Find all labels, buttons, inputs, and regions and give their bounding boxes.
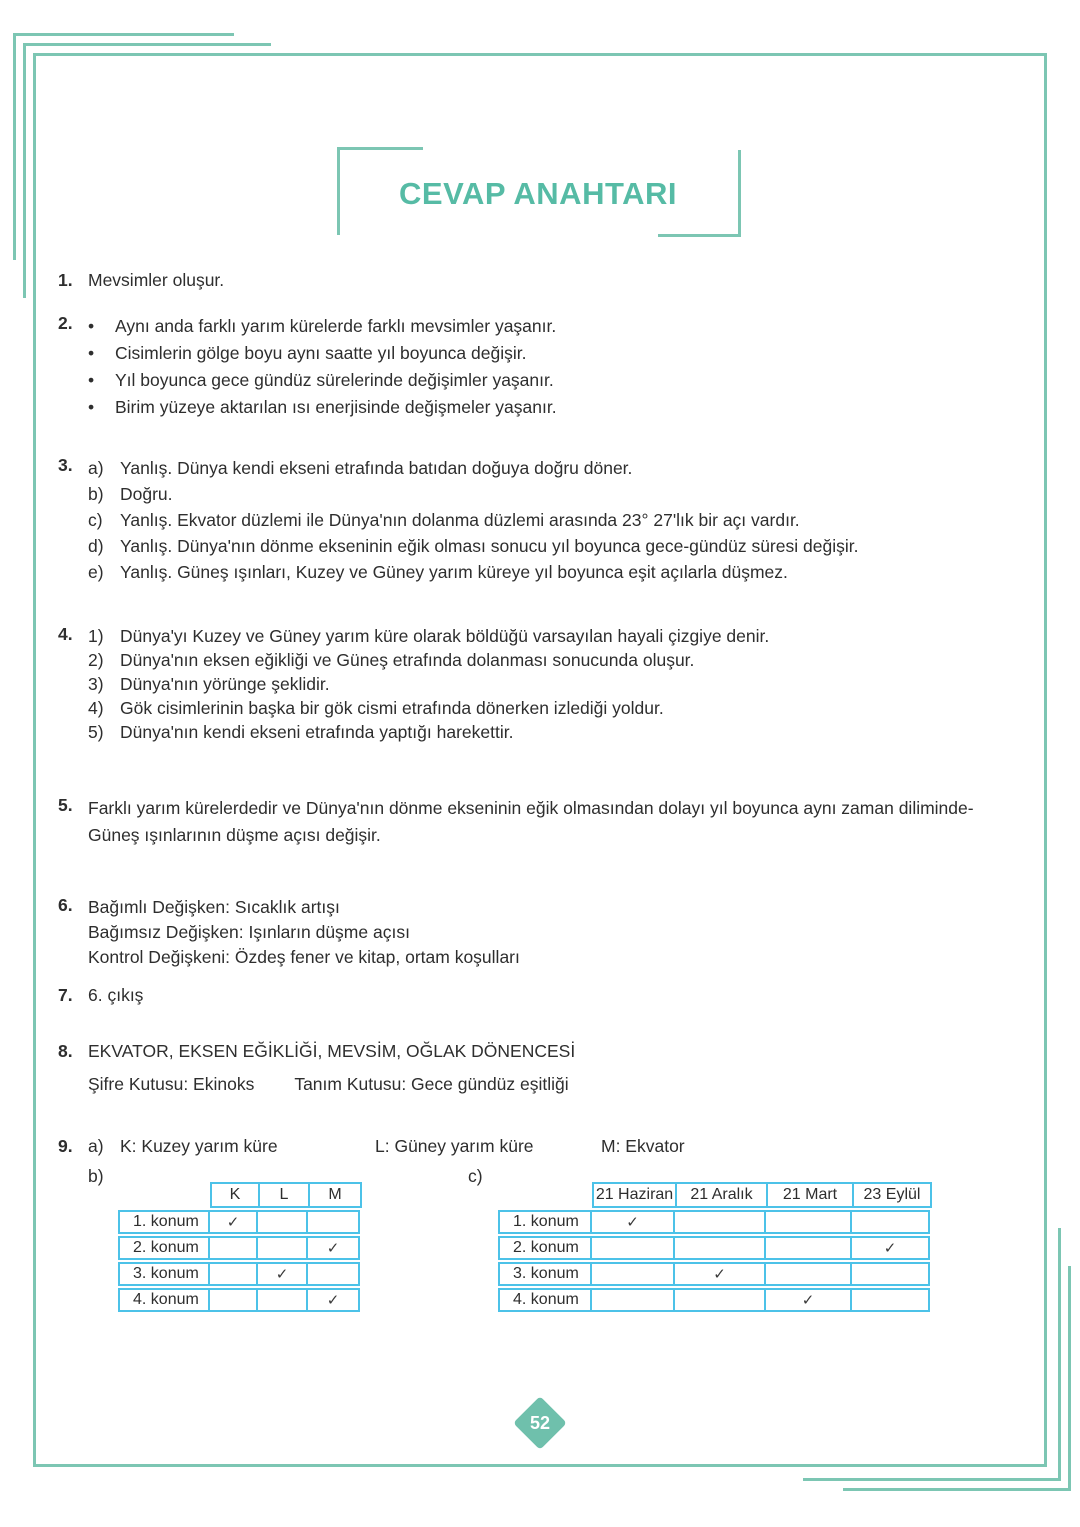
- check-cell: [208, 1236, 258, 1260]
- table-header-row: [118, 1182, 362, 1208]
- table-row: [498, 1236, 932, 1260]
- bullet-text: Cisimlerin gölge boyu aynı saatte yıl boyunca değişir.: [115, 343, 527, 363]
- answer-number: 1.: [58, 270, 73, 290]
- letter-label: e): [88, 562, 104, 582]
- check-cell: [764, 1262, 852, 1286]
- check-cell: [256, 1288, 308, 1312]
- row-label: 1. konum: [498, 1210, 592, 1234]
- answer-item-1: [58, 270, 224, 291]
- letter-text: Yanlış. Dünya kendi ekseni etrafında batıdan doğuya doğru döner.: [120, 458, 633, 478]
- bullet-line: [88, 340, 557, 367]
- number-text: Dünya'nın kendi ekseni etrafında yaptığı harekettir.: [120, 722, 514, 742]
- column-header: 21 Mart: [766, 1182, 854, 1208]
- lettered-line: [88, 559, 858, 585]
- row-label: 3. konum: [118, 1262, 210, 1286]
- table-row: [118, 1236, 362, 1260]
- check-cell: [673, 1210, 766, 1234]
- answer-text: 6. çıkış: [88, 985, 144, 1005]
- letter-label: c): [88, 510, 103, 530]
- answer-bullet-list: [88, 313, 557, 421]
- bullet-line: [88, 313, 557, 340]
- answer-text: Mevsimler oluşur.: [88, 270, 225, 290]
- page-number: 52: [529, 1412, 551, 1433]
- number-text: Dünya'nın eksen eğikliği ve Güneş etrafında dolanması sonucunda oluşur.: [120, 650, 695, 670]
- answer-lettered-list: [88, 455, 858, 585]
- check-cell: [850, 1262, 930, 1286]
- check-cell: [208, 1288, 258, 1312]
- table-row: [498, 1210, 932, 1234]
- check-cell: [208, 1262, 258, 1286]
- row-label: 1. konum: [118, 1210, 210, 1234]
- check-cell: [590, 1262, 675, 1286]
- answer-item-4: [58, 624, 769, 744]
- check-cell: ✓: [256, 1262, 308, 1286]
- answer-number: 5.: [58, 795, 73, 815]
- row-label: 3. konum: [498, 1262, 592, 1286]
- variable-line: Kontrol Değişkeni: Özdeş fener ve kitap, ortam koşulları: [88, 947, 520, 967]
- number-text: Dünya'nın yörünge şeklidir.: [120, 674, 330, 694]
- page-title: CEVAP ANAHTARI: [399, 176, 677, 211]
- letter-label: b): [88, 484, 104, 504]
- numbered-line: [88, 648, 769, 672]
- numbered-line: [88, 624, 769, 648]
- table-row: [118, 1262, 362, 1286]
- check-cell: [256, 1210, 308, 1234]
- variable-line: Bağımsız Değişken: Işınların düşme açısı: [88, 922, 410, 942]
- answer-number: 4.: [58, 624, 73, 644]
- answer-table-c: [498, 1182, 932, 1312]
- check-cell: ✓: [306, 1236, 360, 1260]
- table-corner-spacer: [498, 1182, 592, 1208]
- check-cell: ✓: [590, 1210, 675, 1234]
- column-header: 21 Haziran: [592, 1182, 677, 1208]
- lettered-line: [88, 481, 858, 507]
- check-cell: ✓: [850, 1236, 930, 1260]
- definition-box-label: Tanım Kutusu: Gece gündüz eşitliği: [294, 1074, 569, 1094]
- check-cell: ✓: [673, 1262, 766, 1286]
- check-cell: [306, 1262, 360, 1286]
- answer-table-b: [118, 1182, 362, 1312]
- column-header: 21 Aralık: [675, 1182, 768, 1208]
- check-cell: [590, 1236, 675, 1260]
- letter-text: Yanlış. Dünya'nın dönme ekseninin eğik olması sonucu yıl boyunca gece-gündüz süresi değişir.: [120, 536, 859, 556]
- bullet-glyph: •: [88, 397, 95, 417]
- answer-number: 3.: [58, 455, 73, 475]
- answer-number: 2.: [58, 313, 73, 333]
- row-label: 2. konum: [498, 1236, 592, 1260]
- number-label: 5): [88, 722, 104, 742]
- answer-numbered-list: [88, 624, 769, 744]
- paragraph-line: Farklı yarım kürelerdedir ve Dünya'nın dönme ekseninin eğik olmasından dolayı yıl boyunca aynı zaman diliminde-: [88, 798, 974, 818]
- letter-label: a): [88, 458, 104, 478]
- answer-paragraph: [88, 795, 974, 849]
- check-cell: [764, 1236, 852, 1260]
- answer-variable-list: [88, 895, 520, 970]
- numbered-line: [88, 696, 769, 720]
- lettered-line: [88, 455, 858, 481]
- sub-item-b-label: b): [88, 1166, 104, 1186]
- paragraph-line: Güneş ışınlarının düşme açısı değişir.: [88, 825, 381, 845]
- bullet-line: [88, 394, 557, 421]
- answer-item-8: [58, 1041, 575, 1062]
- table-row: [498, 1262, 932, 1286]
- answer-number: 8.: [58, 1041, 73, 1061]
- letter-text: Yanlış. Güneş ışınları, Kuzey ve Güney yarım küreye yıl boyunca eşit açılarla düşmez.: [120, 562, 788, 582]
- number-label: 3): [88, 674, 104, 694]
- check-cell: [673, 1236, 766, 1260]
- bullet-glyph: •: [88, 343, 95, 363]
- legend-m: M: Ekvator: [601, 1136, 685, 1156]
- check-cell: [673, 1288, 766, 1312]
- check-cell: [850, 1210, 930, 1234]
- letter-label: d): [88, 536, 104, 556]
- page-number-badge: [513, 1396, 567, 1450]
- sub-item-c-label: c): [468, 1166, 483, 1186]
- table-header-row: [498, 1182, 932, 1208]
- answer-item-9: [58, 1136, 1018, 1157]
- answer-item-2: [58, 313, 557, 421]
- answer-text: EKVATOR, EKSEN EĞİKLİĞİ, MEVSİM, OĞLAK DÖNENCESİ: [88, 1041, 576, 1061]
- column-header: M: [308, 1182, 362, 1208]
- check-cell: [306, 1210, 360, 1234]
- column-header: 23 Eylül: [852, 1182, 932, 1208]
- legend-l: L: Güney yarım küre: [375, 1136, 534, 1156]
- column-header: K: [210, 1182, 260, 1208]
- row-label: 2. konum: [118, 1236, 210, 1260]
- letter-text: Yanlış. Ekvator düzlemi ile Dünya'nın dolanma düzlemi arasında 23° 27'lık bir açı vardır.: [120, 510, 800, 530]
- table-corner-spacer: [118, 1182, 210, 1208]
- numbered-line: [88, 720, 769, 744]
- answer-item-5: [58, 795, 974, 849]
- bullet-glyph: •: [88, 316, 95, 336]
- code-box-label: Şifre Kutusu: Ekinoks: [88, 1074, 255, 1094]
- answer-number: 6.: [58, 895, 73, 915]
- table-row: [498, 1288, 932, 1312]
- number-text: Gök cisimlerinin başka bir gök cismi etrafında dönerken izlediği yoldur.: [120, 698, 664, 718]
- bullet-glyph: •: [88, 370, 95, 390]
- check-cell: [764, 1210, 852, 1234]
- answer-number: 9.: [58, 1136, 73, 1156]
- numbered-line: [88, 672, 769, 696]
- answer-number: 7.: [58, 985, 73, 1005]
- table-row: [118, 1288, 362, 1312]
- lettered-line: [88, 533, 858, 559]
- number-label: 2): [88, 650, 104, 670]
- table-row: [118, 1210, 362, 1234]
- check-cell: ✓: [208, 1210, 258, 1234]
- bullet-text: Birim yüzeye aktarılan ısı enerjisinde değişmeler yaşanır.: [115, 397, 557, 417]
- lettered-line: [88, 507, 858, 533]
- row-label: 4. konum: [118, 1288, 210, 1312]
- answer-item-8-codes: [88, 1074, 569, 1095]
- column-header: L: [258, 1182, 310, 1208]
- answer-item-6: [58, 895, 520, 970]
- answer-item-7: [58, 985, 143, 1006]
- answer-item-3: [58, 455, 858, 585]
- number-label: 1): [88, 626, 104, 646]
- check-cell: [256, 1236, 308, 1260]
- check-cell: [590, 1288, 675, 1312]
- check-cell: ✓: [306, 1288, 360, 1312]
- legend-k: K: Kuzey yarım küre: [120, 1136, 278, 1156]
- check-cell: ✓: [764, 1288, 852, 1312]
- letter-label: a): [88, 1136, 104, 1156]
- bullet-text: Aynı anda farklı yarım kürelerde farklı mevsimler yaşanır.: [115, 316, 557, 336]
- number-label: 4): [88, 698, 104, 718]
- bullet-line: [88, 367, 557, 394]
- check-cell: [850, 1288, 930, 1312]
- number-text: Dünya'yı Kuzey ve Güney yarım küre olarak böldüğü varsayılan hayali çizgiye denir.: [120, 626, 770, 646]
- row-label: 4. konum: [498, 1288, 592, 1312]
- bullet-text: Yıl boyunca gece gündüz sürelerinde değişimler yaşanır.: [115, 370, 554, 390]
- letter-text: Doğru.: [120, 484, 173, 504]
- variable-line: Bağımlı Değişken: Sıcaklık artışı: [88, 897, 340, 917]
